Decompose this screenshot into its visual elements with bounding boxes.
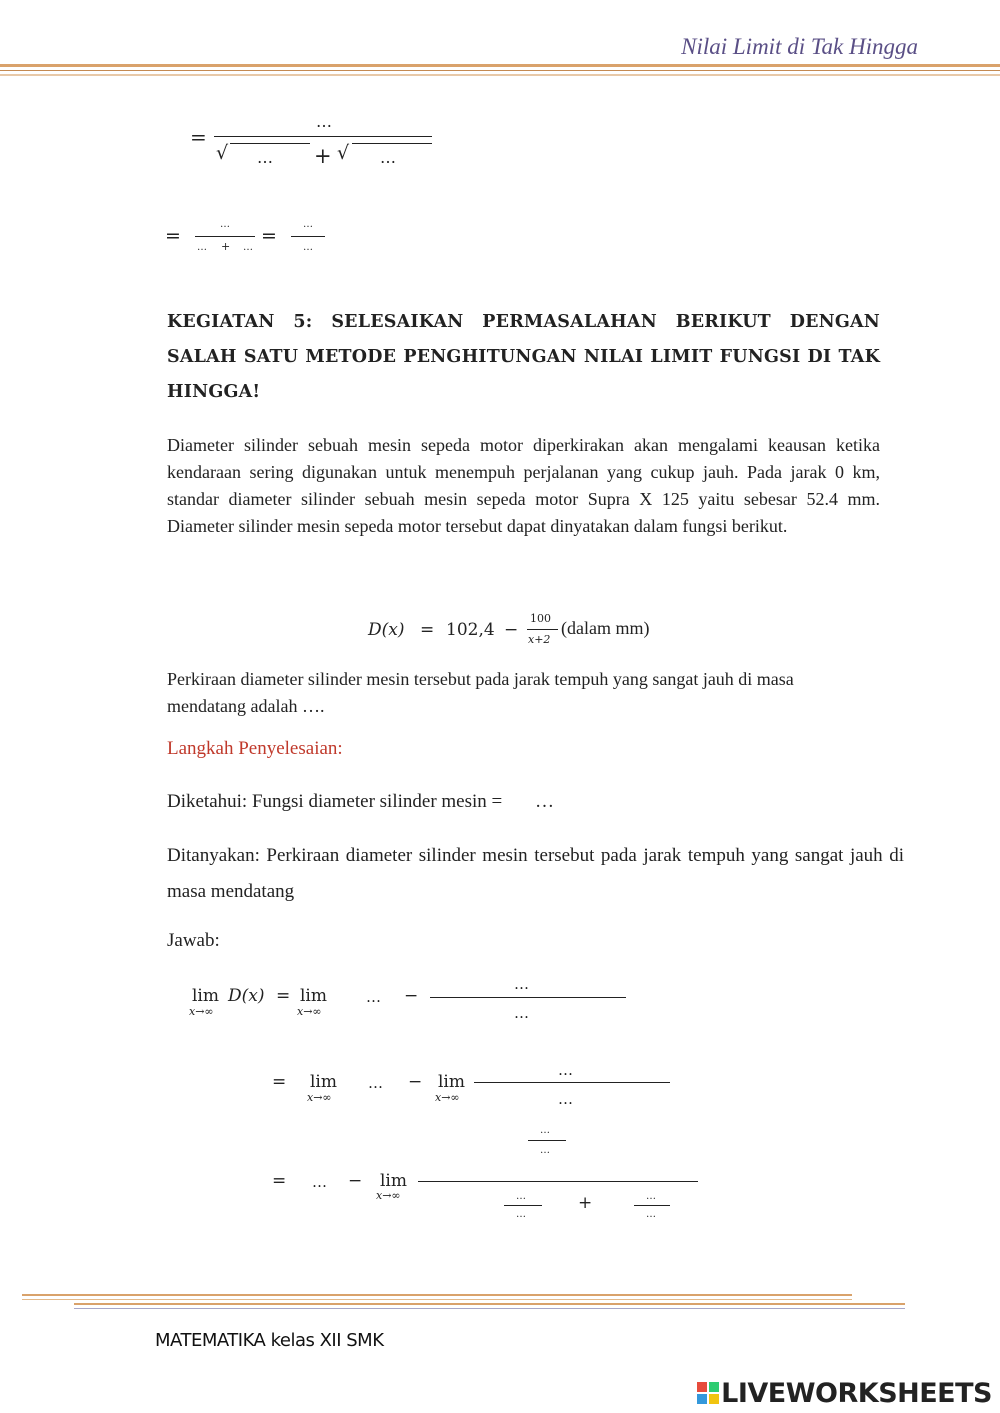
fraction-bar [474,1082,670,1083]
equation-sqrt-fraction [190,112,450,172]
known-blank[interactable]: … [535,791,554,812]
equals-sign: = [261,225,277,247]
known-text: Diketahui: Fungsi diameter silinder mesin = [167,791,503,812]
numerator-blank[interactable]: … [514,975,529,993]
sqrt-symbol: √ [337,142,350,164]
equals-sign: = [420,620,435,640]
formula-constant: 102,4 [446,620,495,640]
numerator-blank[interactable]: … [516,1191,526,1202]
equals-sign: = [165,225,181,247]
lim-subscript: x→∞ [189,1005,214,1018]
footer-divider-thin [22,1299,852,1300]
minus-sign: − [504,620,519,640]
limit-step-3 [272,1125,702,1230]
numerator-blank: … [316,112,332,131]
formula-numerator: 100 [530,612,551,625]
sqrt-overline [230,143,310,144]
lim-operator: lim [192,986,219,1006]
numerator-blank[interactable]: … [646,1191,656,1202]
denominator-blank: … [303,242,313,253]
formula-lhs: D(x) [368,620,405,640]
lim-operator: lim [300,986,327,1006]
sqrt-blank: … [257,148,273,167]
sqrt-blank: … [380,148,396,167]
known-statement [167,791,554,813]
lim-subscript: x→∞ [435,1091,460,1104]
header-divider-thin [0,70,1000,71]
answer-label: Jawab: [167,930,220,951]
denominator-blank[interactable]: … [516,1209,526,1220]
denominator-blank[interactable]: … [646,1209,656,1220]
numerator-blank: … [303,219,313,230]
footer-divider [22,1294,852,1296]
denominator-blank[interactable]: … [558,1090,573,1108]
fraction-bar [418,1181,698,1182]
asked-statement: Ditanyakan: Perkiraan diameter silinder mesin tersebut pada jarak tempuh yang sangat jauh di masa mendatang [167,845,904,902]
denominator-blank: … [197,242,207,253]
footer-divider-lower [74,1303,905,1305]
numerator-blank: … [220,219,230,230]
equals-sign: = [190,125,207,149]
diameter-formula [368,610,688,658]
plus-sign: + [314,144,332,168]
equals-sign: = [272,1171,287,1191]
constant-blank[interactable]: … [366,988,381,1006]
formula-denominator: x+2 [528,633,551,646]
minus-sign: − [404,986,419,1006]
constant-blank[interactable]: … [368,1074,383,1092]
question-paragraph: Perkiraan diameter silinder mesin tersebut pada jarak tempuh yang sangat jauh di masa mendatang adalah …. [167,669,794,716]
minus-sign: − [408,1072,423,1092]
steps-label: Langkah Penyelesaian: [167,738,343,759]
lim-subscript: x→∞ [297,1005,322,1018]
limit-step-1 [188,972,638,1027]
fraction-bar [430,997,626,998]
denominator-blank[interactable]: … [514,1004,529,1022]
liveworksheets-logo-icon [697,1382,719,1404]
brand-text: LIVEWORKSHEETS [721,1378,992,1409]
equals-sign: = [276,986,291,1006]
denominator-blank[interactable]: … [540,1145,550,1156]
header-divider-shadow [0,74,1000,76]
header-divider [0,64,1000,67]
activity-heading: KEGIATAN 5: SELESAIKAN PERMASALAHAN BERIKUT DENGAN SALAH SATU METODE PENGHITUNGAN NILAI LIMIT FUNGSI DI TAK HINGGA! [167,312,880,402]
lim-operator: lim [380,1171,407,1191]
numerator-blank[interactable]: … [540,1125,550,1136]
fraction-bar [527,629,558,630]
fraction-bar [214,136,432,137]
lim-subscript: x→∞ [307,1091,332,1104]
fraction-bar [195,236,255,237]
equals-sign: = [272,1072,287,1092]
liveworksheets-brand[interactable] [697,1378,992,1409]
footer-divider-shadow [74,1308,905,1309]
denominator-blank: … [243,242,253,253]
lim-subscript: x→∞ [376,1189,401,1202]
lim-operator: lim [310,1072,337,1092]
plus-sign: + [221,240,231,253]
lim-lhs-function: D(x) [228,986,265,1006]
fraction-bar [291,236,325,237]
constant-blank[interactable]: … [312,1173,327,1191]
fraction-bar [634,1205,670,1206]
formula-unit: (dalam mm) [561,618,650,638]
sqrt-overline [352,143,432,144]
lim-operator: lim [438,1072,465,1092]
page-header-title: Nilai Limit di Tak Hingga [681,34,918,59]
numerator-blank[interactable]: … [558,1061,573,1079]
fraction-bar [504,1205,542,1206]
plus-sign: + [578,1193,593,1213]
sqrt-symbol: √ [216,142,229,164]
minus-sign: − [348,1171,363,1191]
equation-simplified-fraction [165,218,345,263]
problem-paragraph: Diameter silinder sebuah mesin sepeda motor diperkirakan akan mengalami keausan ketika kendaraan sering digunakan untuk menempuh perjalanan yang cukup jauh. Pada jarak 0 km, standar diameter silinder sebuah mesin sepeda motor Supra X 125 yaitu sebesar 52.4 mm. Diameter silinder mesin sepeda motor tersebut dapat dinyatakan dalam fungsi berikut. [167,435,880,536]
footer-course: MATEMATIKA kelas XII SMK [155,1330,384,1351]
limit-step-2 [272,1058,682,1113]
fraction-bar [528,1140,566,1141]
